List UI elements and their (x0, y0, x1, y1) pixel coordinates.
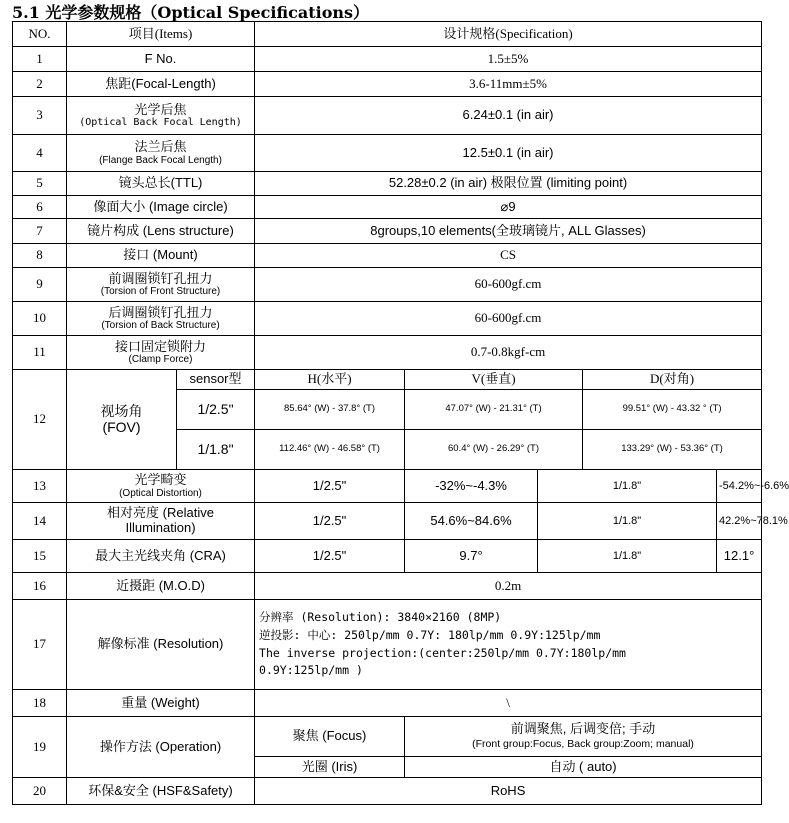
resolution-line: The inverse projection:(center:250lp/mm 0.7Y:180lp/mm (259, 645, 626, 660)
header-spec: 设计规格(Specification) (255, 22, 762, 47)
table-row (13, 219, 762, 244)
table-row (13, 470, 762, 503)
item-sublabel: (FOV) (102, 418, 141, 435)
spec-cell: 3.6-11mm±5% (255, 72, 762, 97)
optical-spec-table (12, 21, 789, 805)
spec-cell: 8groups,10 elements(全玻璃镜片, ALL Glasses) (255, 219, 762, 244)
row-number: 6 (13, 196, 67, 219)
fov-h-value: 112.46° (W) - 46.58° (T) (255, 430, 405, 470)
item-sublabel: (Torsion of Back Structure) (101, 320, 220, 332)
sensor-cell: 1/2.5" (177, 390, 255, 430)
row-number: 18 (13, 690, 67, 717)
row-number: 1 (13, 47, 67, 72)
sensor-header: sensor型 (177, 370, 255, 390)
fov-d-header: D(对角) (583, 370, 762, 390)
fov-d-value: 133.29° (W) - 53.36° (T) (583, 430, 762, 470)
item-sublabel: (Optical Distortion) (119, 487, 202, 499)
table-row (13, 72, 762, 97)
row-number: 11 (13, 336, 67, 370)
item-label: 前调圈锁钉孔扭力 (108, 270, 213, 286)
focus-value: 前调聚焦, 后调变倍; 手动 (510, 720, 656, 736)
fov-d-value: 99.51° (W) - 43.32 ° (T) (583, 390, 762, 430)
item-cell (67, 503, 255, 540)
row-number: 7 (13, 219, 67, 244)
row-number: 8 (13, 244, 67, 268)
resolution-line: 分辨率 (Resolution): 3840×2160 (8MP) (259, 609, 502, 624)
table-row (13, 172, 762, 196)
table-row (13, 244, 762, 268)
resolution-line: 逆投影: 中心: 250lp/mm 0.7Y: 180lp/mm 0.9Y:125lp/mm (259, 627, 601, 642)
spec-cell: 0.2m (255, 573, 762, 600)
item-cell (67, 370, 177, 470)
row-number: 19 (13, 717, 67, 778)
spec-cell: \ (255, 690, 762, 717)
row-number: 12 (13, 370, 67, 470)
value-cell: -54.2%~-6.6% (717, 470, 762, 503)
table-row (13, 717, 762, 757)
fov-header-row (13, 370, 762, 390)
spec-cell: 0.7-0.8kgf-cm (255, 336, 762, 370)
item-label: 接口固定锁附力 (115, 338, 207, 354)
table-row (13, 135, 762, 172)
header-items: 项目(Items) (67, 22, 255, 47)
item-cell (67, 470, 255, 503)
spec-cell: CS (255, 244, 762, 268)
table-row (13, 336, 762, 370)
sensor-cell: 1/1.8" (538, 540, 717, 573)
sensor-cell: 1/1.8" (177, 430, 255, 470)
resolution-cell (255, 600, 762, 690)
fov-v-value: 60.4° (W) - 26.29° (T) (405, 430, 583, 470)
row-number: 20 (13, 778, 67, 805)
resolution-line: 0.9Y:125lp/mm ) (259, 663, 363, 678)
item-cell: 最大主光线夹角 (CRA) (67, 540, 255, 573)
sensor-cell: 1/1.8" (538, 470, 717, 503)
sensor-cell: 1/2.5" (255, 503, 405, 540)
row-number: 5 (13, 172, 67, 196)
table-row (13, 196, 762, 219)
item-cell: F No. (67, 47, 255, 72)
fov-h-header: H(水平) (255, 370, 405, 390)
item-cell: 像面大小 (Image circle) (67, 196, 255, 219)
item-cell: 操作方法 (Operation) (67, 717, 255, 778)
spec-cell: 6.24±0.1 (in air) (255, 97, 762, 135)
fov-v-value: 47.07° (W) - 21.31° (T) (405, 390, 583, 430)
focus-value-cell (405, 717, 762, 757)
row-number: 10 (13, 302, 67, 336)
item-sublabel: Illumination) (125, 520, 196, 535)
item-label: 视场角 (100, 402, 143, 419)
table-row (13, 540, 762, 573)
item-cell (67, 302, 255, 336)
item-cell (67, 97, 255, 135)
table-row (13, 268, 762, 302)
item-sublabel: (Flange Back Focal Length) (99, 154, 222, 166)
item-cell: 镜头总长(TTL) (67, 172, 255, 196)
row-number: 4 (13, 135, 67, 172)
value-cell: 9.7° (405, 540, 538, 573)
row-number: 14 (13, 503, 67, 540)
item-cell: 镜片构成 (Lens structure) (67, 219, 255, 244)
sensor-cell: 1/1.8" (538, 503, 717, 540)
fov-v-header: V(垂直) (405, 370, 583, 390)
item-cell: 近摄距 (M.O.D) (67, 573, 255, 600)
value-cell: 12.1° (717, 540, 762, 573)
row-number: 16 (13, 573, 67, 600)
item-cell (67, 135, 255, 172)
spec-cell: 1.5±5% (255, 47, 762, 72)
iris-value: 自动 ( auto) (405, 757, 762, 778)
focus-subvalue: (Front group:Focus, Back group:Zoom; manual) (472, 738, 694, 751)
value-cell: 54.6%~84.6% (405, 503, 538, 540)
header-no: NO. (13, 22, 67, 47)
item-cell: 解像标准 (Resolution) (67, 600, 255, 690)
spec-cell: ⌀9 (255, 196, 762, 219)
item-sublabel: (Clamp Force) (128, 354, 193, 366)
row-number: 17 (13, 600, 67, 690)
fov-h-value: 85.64° (W) - 37.8° (T) (255, 390, 405, 430)
table-row (13, 97, 762, 135)
item-label: 光学后焦 (134, 101, 187, 117)
table-row (13, 573, 762, 600)
spec-cell: RoHS (255, 778, 762, 805)
focus-label: 聚焦 (Focus) (255, 717, 405, 757)
table-row (13, 690, 762, 717)
row-number: 3 (13, 97, 67, 135)
row-number: 2 (13, 72, 67, 97)
row-number: 15 (13, 540, 67, 573)
table-row (13, 778, 762, 805)
iris-label: 光圈 (Iris) (255, 757, 405, 778)
spec-cell: 12.5±0.1 (in air) (255, 135, 762, 172)
item-label: 法兰后焦 (134, 139, 187, 155)
sensor-cell: 1/2.5" (255, 540, 405, 573)
item-cell (67, 268, 255, 302)
sensor-cell: 1/2.5" (255, 470, 405, 503)
table-row (13, 503, 762, 540)
item-label: 后调圈锁钉孔扭力 (108, 304, 213, 320)
item-label: 相对亮度 (Relative (107, 505, 214, 521)
item-cell (67, 336, 255, 370)
item-label: 光学畸变 (134, 472, 187, 488)
item-sublabel: (Torsion of Front Structure) (100, 286, 221, 298)
value-cell: -32%~-4.3% (405, 470, 538, 503)
value-cell: 42.2%~78.1% (717, 503, 762, 540)
item-cell: 接口 (Mount) (67, 244, 255, 268)
section-title: 5.1 光学参数规格（Optical Specifications） (12, 3, 370, 22)
table-row (13, 600, 762, 690)
table-row (13, 302, 762, 336)
item-cell: 环保&安全 (HSF&Safety) (67, 778, 255, 805)
spec-cell: 52.28±0.2 (in air) 极限位置 (limiting point) (255, 172, 762, 196)
spec-cell: 60-600gf.cm (255, 268, 762, 302)
table-row (13, 47, 762, 72)
item-cell: 重量 (Weight) (67, 690, 255, 717)
item-sublabel: (Optical Back Focal Length) (79, 117, 242, 129)
row-number: 13 (13, 470, 67, 503)
item-cell: 焦距(Focal-Length) (67, 72, 255, 97)
header-row (13, 22, 762, 47)
spec-cell: 60-600gf.cm (255, 302, 762, 336)
row-number: 9 (13, 268, 67, 302)
